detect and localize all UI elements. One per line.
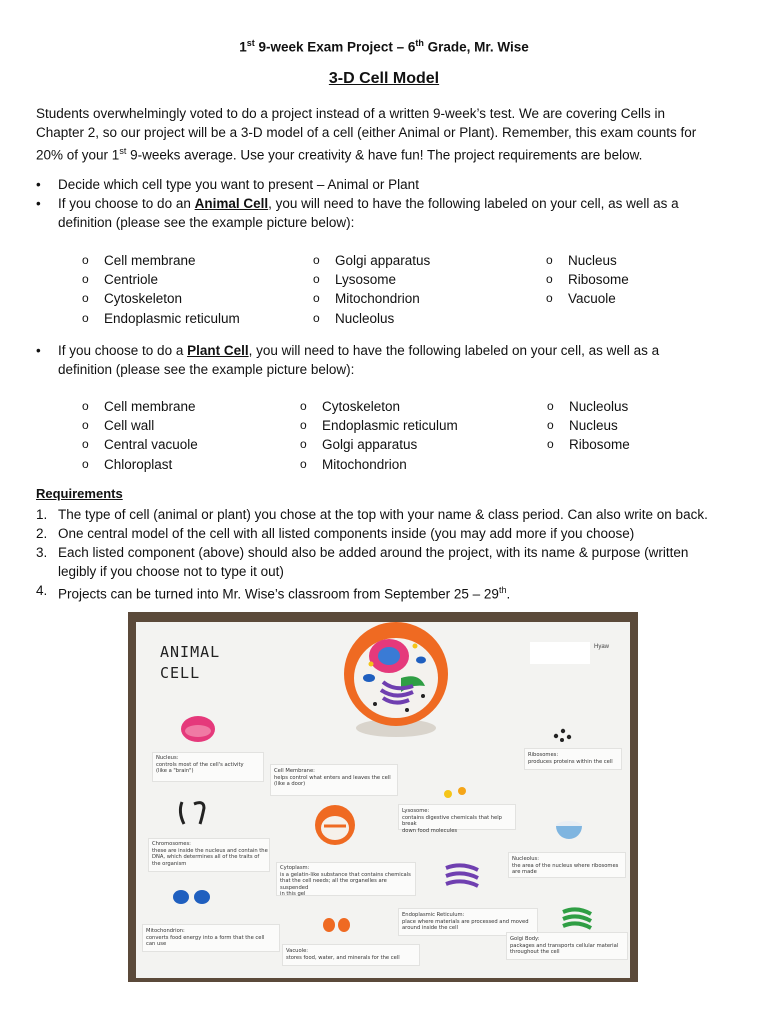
plant-components-col2 xyxy=(300,397,458,474)
list-item: o Cytoskeleton xyxy=(82,289,240,308)
requirement-number: 1. xyxy=(36,507,48,522)
board-name: Hyaw xyxy=(594,644,610,650)
label-card-cell-membrane xyxy=(270,764,398,796)
requirement-number: 2. xyxy=(36,526,48,541)
label-line: converts food energy into a form that the cell xyxy=(146,934,265,941)
label-card-golgi xyxy=(506,932,628,960)
label-line: can use xyxy=(146,941,167,947)
label-line: are made xyxy=(512,869,537,875)
ribosomes-piece xyxy=(552,726,574,744)
list-item: o Golgi apparatus xyxy=(313,251,430,270)
list-item: o Nucleolus xyxy=(313,309,430,328)
label-line: down food molecules xyxy=(402,827,458,834)
label-line: Chromosomes: xyxy=(152,841,191,847)
bullet-text-part: , you will need to have the following labeled on your cell, as well as a xyxy=(268,196,679,211)
intro-paragraph xyxy=(36,104,736,165)
requirement-text-part: legibly if you choose not to type it out) xyxy=(58,564,284,579)
plant-components-col3 xyxy=(547,397,630,455)
label-card-chromosomes xyxy=(148,838,270,872)
label-line: Lysosome: xyxy=(402,808,430,814)
bullet-text xyxy=(58,194,728,232)
list-item: o Nucleus xyxy=(546,251,629,270)
bullet-text: Decide which cell type you want to present – Animal or Plant xyxy=(58,177,419,192)
list-item: o Cell membrane xyxy=(82,397,198,416)
list-item: o Nucleolus xyxy=(547,397,630,416)
requirement-text xyxy=(58,581,738,604)
label-card-lysosome xyxy=(398,804,516,834)
plant-components-col1 xyxy=(82,397,198,474)
board-title-line: ANIMAL xyxy=(160,643,221,661)
list-item: o Mitochondrion xyxy=(313,289,430,308)
requirement-number: 4. xyxy=(36,583,48,598)
label-line: contains digestive chemicals that help break xyxy=(402,814,502,827)
label-card-nucleolus xyxy=(508,852,626,878)
label-line: controls most of the cell's activity xyxy=(156,761,244,768)
label-line: stores food, water, and minerals for the cell xyxy=(286,954,400,961)
label-card-mitochondrion xyxy=(142,924,280,952)
label-line: Endoplasmic Reticulum: xyxy=(402,912,465,918)
label-line: (like a door) xyxy=(274,781,306,787)
list-item: o Cell membrane xyxy=(82,251,240,270)
intro-line xyxy=(36,142,736,165)
label-card-cytoplasm xyxy=(276,862,416,896)
label-line: Nucleus: xyxy=(156,755,179,761)
plant-cell-emphasis: Plant Cell xyxy=(187,343,249,358)
intro-line: Chapter 2, so our project will be a 3-D model of a cell (either Animal or Plant). Remember, this exam counts for xyxy=(36,125,697,140)
list-item: o Cell wall xyxy=(82,416,198,435)
label-card-ribosomes xyxy=(524,748,622,770)
requirement-text-part: Projects can be turned into Mr. Wise’s classroom from September 25 – 29 xyxy=(58,586,499,602)
label-line: packages and transports cellular material xyxy=(510,942,619,949)
label-line: helps control what enters and leaves the cell xyxy=(274,774,391,781)
cytoplasm-piece xyxy=(312,802,358,848)
header-text: 9-week Exam Project – 6 xyxy=(254,39,416,55)
nucleus-piece xyxy=(178,714,218,744)
nucleolus-piece xyxy=(554,818,584,842)
requirement-text: The type of cell (animal or plant) you chose at the top with your name & class period. Can also write on back. xyxy=(58,507,708,522)
header-text: 1 xyxy=(239,39,247,55)
board-title-line: CELL xyxy=(160,664,201,682)
label-line: Ribosomes: xyxy=(528,752,559,758)
requirement-3 xyxy=(36,543,736,581)
header-superscript: st xyxy=(246,38,255,48)
label-line: (like a "brain") xyxy=(156,768,194,774)
label-line: Nucleolus: xyxy=(512,856,540,862)
mitochondrion-piece xyxy=(170,886,214,908)
label-line: Cell Membrane: xyxy=(274,768,315,774)
bullet-text-part: If you choose to do an xyxy=(58,196,195,211)
list-item: o Ribosome xyxy=(546,270,629,289)
intro-text: 9-weeks average. Use your creativity & have fun! The project requirements are below. xyxy=(126,147,643,163)
bullet-plant-cell xyxy=(36,341,736,381)
list-item: o Mitochondrion xyxy=(300,455,458,474)
list-item: o Golgi apparatus xyxy=(300,435,458,454)
bullet-text xyxy=(58,341,728,379)
list-item: o Endoplasmic reticulum xyxy=(300,416,458,435)
vacuole-piece xyxy=(320,916,354,934)
lysosome-piece xyxy=(442,786,470,800)
list-item: o Centriole xyxy=(82,270,240,289)
animal-components-col3 xyxy=(546,251,629,309)
requirements-heading: Requirements xyxy=(36,486,123,501)
label-line: throughout the cell xyxy=(510,949,560,955)
poster-board xyxy=(136,622,630,978)
chromosomes-piece xyxy=(172,798,212,828)
bullet-dot: • xyxy=(36,343,41,358)
bullet-text-part: definition (please see the example picture below): xyxy=(58,362,355,377)
label-line: produces proteins within the cell xyxy=(528,758,613,765)
bullet-dot: • xyxy=(36,177,41,192)
name-redaction-box xyxy=(530,642,590,664)
er-piece xyxy=(442,860,482,894)
animal-cell-emphasis: Animal Cell xyxy=(194,196,269,211)
list-item: o Endoplasmic reticulum xyxy=(82,309,240,328)
requirement-text: One central model of the cell with all listed components inside (you may add more if you choose) xyxy=(58,526,635,541)
requirement-text xyxy=(58,543,738,581)
intro-superscript: st xyxy=(119,146,127,156)
list-item: o Chloroplast xyxy=(82,455,198,474)
label-line: Golgi Body: xyxy=(510,936,540,942)
animal-components-col2 xyxy=(313,251,430,328)
document-header xyxy=(0,38,768,55)
list-item: o Cytoskeleton xyxy=(300,397,458,416)
bullet-text-part: definition (please see the example picture below): xyxy=(58,215,355,230)
requirement-number: 3. xyxy=(36,545,48,560)
label-line: in this gel xyxy=(280,891,306,897)
label-line: place where materials are processed and moved xyxy=(402,918,529,925)
document-title: 3-D Cell Model xyxy=(328,70,440,87)
list-item: o Central vacuole xyxy=(82,435,198,454)
intro-line: Students overwhelmingly voted to do a project instead of a written 9-week’s test. We are covering Cells in xyxy=(36,106,666,121)
label-line: these are inside the nucleus and contain the xyxy=(152,847,268,854)
label-line: around inside the cell xyxy=(402,925,458,931)
animal-components-col1 xyxy=(82,251,240,328)
bullet-dot: • xyxy=(36,196,41,211)
bullet-text-part: If you choose to do a xyxy=(58,343,188,358)
requirement-superscript: th xyxy=(498,585,507,595)
label-line: DNA, which determines all of the traits of xyxy=(152,854,260,860)
label-line: the organism xyxy=(152,860,187,867)
board-title xyxy=(160,642,220,684)
central-cell-model xyxy=(341,616,451,740)
example-project-photo xyxy=(128,612,638,982)
list-item: o Lysosome xyxy=(313,270,430,289)
requirement-text-part: Each listed component (above) should also be added around the project, with its name & purpose (written xyxy=(58,545,689,560)
list-item: o Nucleus xyxy=(547,416,630,435)
label-card-vacuole xyxy=(282,944,420,966)
bullet-text-part: , you will need to have the following labeled on your cell, as well as a xyxy=(248,343,660,358)
label-line: Cytoplasm: xyxy=(280,865,310,871)
label-line: that the cell needs; all the organelles are suspended xyxy=(280,878,387,891)
list-item: o Ribosome xyxy=(547,435,630,454)
label-line: Mitochondrion: xyxy=(146,928,185,934)
label-line: Vacuole: xyxy=(286,948,309,954)
label-line: is a gelatin-like substance that contains chemicals xyxy=(280,871,411,878)
golgi-piece xyxy=(560,906,594,932)
label-card-nucleus xyxy=(152,752,264,782)
header-superscript: th xyxy=(415,38,424,48)
label-line: the area of the nucleus where ribosomes xyxy=(512,862,619,869)
requirement-text-part: . xyxy=(506,586,511,602)
list-item: o Vacuole xyxy=(546,289,629,308)
bullet-animal-cell xyxy=(36,194,736,234)
intro-text: 20% of your 1 xyxy=(36,147,120,163)
header-text: Grade, Mr. Wise xyxy=(423,39,529,55)
